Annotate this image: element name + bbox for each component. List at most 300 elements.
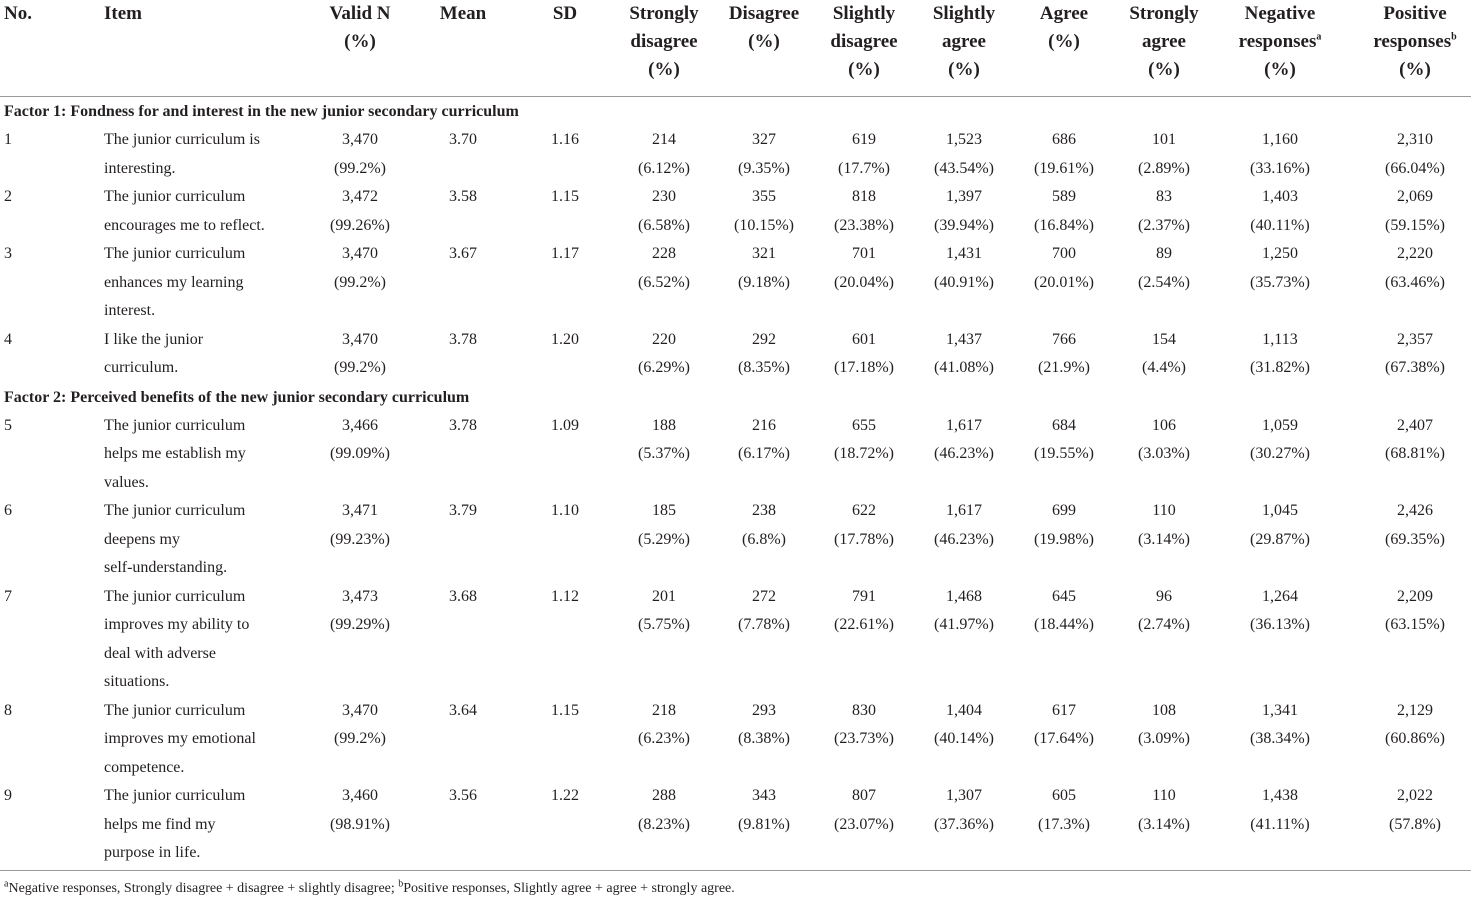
- header-sa: [1114, 0, 1214, 84]
- header-label-line: Item: [104, 3, 142, 24]
- cell-sd: [520, 240, 610, 269]
- header-mean: [418, 0, 508, 28]
- cell-disagree-line: 355: [752, 188, 776, 205]
- cell-slightly-agree-line: (39.94%): [934, 216, 994, 234]
- footnote-a-text: Negative responses, Strongly disagree + disagree + slightly disagree;: [8, 880, 399, 896]
- header-label-line: (%): [1148, 59, 1180, 80]
- cell-slightly-agree-line: (41.08%): [934, 359, 994, 376]
- cell-agree-line: (20.01%): [1034, 273, 1094, 291]
- cell-valid-n: [300, 240, 420, 297]
- cell-slightly-disagree-line: 601: [852, 330, 876, 348]
- header-label-text: responses: [1238, 31, 1317, 52]
- header-label-line: [1215, 28, 1345, 56]
- cell-slightly-disagree: [814, 583, 914, 640]
- cell-valid-n-line: 3,473: [342, 587, 378, 605]
- cell-valid-n-line: 3,460: [342, 787, 378, 804]
- cell-agree-line: (19.55%): [1034, 445, 1094, 462]
- cell-item-line: interest.: [104, 302, 156, 319]
- cell-strongly-agree: [1114, 183, 1214, 240]
- cell-item-line: The junior curriculum: [104, 587, 246, 605]
- cell-mean: [418, 326, 508, 355]
- header-d: [714, 0, 814, 56]
- cell-item: [104, 326, 284, 383]
- cell-negative-responses: [1215, 126, 1345, 183]
- cell-negative-responses: [1215, 326, 1345, 383]
- cell-agree-line: 686: [1052, 131, 1076, 148]
- cell-positive-responses-line: (69.35%): [1385, 530, 1445, 548]
- cell-slightly-agree: [914, 697, 1014, 754]
- cell-slightly-agree: [914, 497, 1014, 554]
- cell-item: [104, 412, 284, 498]
- table-row: [0, 126, 1471, 183]
- cell-no: [4, 326, 64, 355]
- header-sup: a: [1316, 31, 1322, 43]
- cell-sd: [520, 183, 610, 212]
- cell-mean-line: 3.79: [449, 502, 477, 519]
- cell-valid-n-line: (99.2%): [334, 359, 386, 376]
- header-label-line: (%): [344, 31, 376, 52]
- cell-slightly-disagree: [814, 412, 914, 469]
- cell-slightly-disagree-line: (17.18%): [834, 359, 894, 376]
- cell-slightly-agree-line: 1,468: [946, 587, 982, 605]
- cell-strongly-disagree-line: 214: [652, 131, 676, 148]
- cell-slightly-disagree: [814, 183, 914, 240]
- table-row: [0, 697, 1471, 783]
- cell-sd: [520, 697, 610, 726]
- cell-strongly-agree-line: (3.14%): [1138, 530, 1190, 548]
- cell-item-line: improves my emotional: [104, 730, 256, 747]
- cell-no-line: 6: [4, 502, 12, 519]
- cell-disagree-line: (6.8%): [742, 530, 786, 548]
- cell-slightly-disagree-line: 818: [852, 188, 876, 205]
- cell-slightly-agree-line: 1,307: [946, 787, 982, 804]
- cell-strongly-disagree-line: 185: [652, 502, 676, 519]
- header-label-line: (%): [948, 59, 980, 80]
- cell-item: [104, 697, 284, 783]
- cell-item-line: enhances my learning: [104, 273, 244, 291]
- header-sd: [520, 0, 610, 28]
- cell-positive-responses-line: 2,129: [1397, 701, 1433, 719]
- cell-mean-line: 3.70: [449, 131, 477, 148]
- cell-positive-responses-line: (59.15%): [1385, 216, 1445, 234]
- cell-disagree-line: (9.81%): [738, 815, 790, 833]
- table-row: [0, 183, 1471, 240]
- cell-strongly-agree-line: (2.89%): [1138, 159, 1190, 177]
- cell-sd-line: 1.10: [551, 502, 579, 519]
- cell-item-line: competence.: [104, 758, 185, 776]
- table-body: [0, 97, 1471, 868]
- cell-negative-responses: [1215, 412, 1345, 469]
- cell-disagree-line: 293: [752, 701, 776, 719]
- cell-item-line: values.: [104, 473, 149, 491]
- cell-mean-line: 3.68: [449, 587, 477, 605]
- cell-mean: [418, 183, 508, 212]
- footnote-b-text: Positive responses, Slightly agree + agree + strongly agree.: [403, 880, 735, 896]
- cell-no: [4, 126, 64, 155]
- header-sup: b: [1451, 31, 1457, 43]
- cell-negative-responses: [1215, 497, 1345, 554]
- cell-strongly-disagree: [614, 126, 714, 183]
- cell-item-line: The junior curriculum: [104, 701, 246, 719]
- factor-heading: Factor 1: Fondness for and interest in the new junior secondary curriculum: [4, 103, 519, 120]
- cell-strongly-disagree-line: 201: [652, 587, 676, 605]
- cell-positive-responses-line: 2,357: [1397, 330, 1433, 348]
- cell-strongly-disagree: [614, 326, 714, 383]
- cell-item-line: helps me find my: [104, 815, 216, 833]
- cell-positive-responses: [1355, 183, 1471, 240]
- cell-positive-responses-line: 2,220: [1397, 245, 1433, 262]
- cell-slightly-disagree-line: (17.7%): [838, 159, 890, 177]
- cell-positive-responses-line: 2,426: [1397, 502, 1433, 519]
- cell-strongly-disagree-line: (6.12%): [638, 159, 690, 177]
- table-row: [0, 326, 1471, 383]
- cell-valid-n-line: (99.26%): [330, 216, 390, 234]
- cell-negative-responses-line: (31.82%): [1250, 359, 1310, 376]
- cell-positive-responses-line: (57.8%): [1389, 815, 1441, 833]
- cell-no-line: 5: [4, 416, 12, 434]
- cell-disagree: [714, 697, 814, 754]
- cell-negative-responses-line: 1,341: [1262, 701, 1298, 719]
- cell-slightly-agree-line: (37.36%): [934, 815, 994, 833]
- cell-positive-responses-line: 2,022: [1397, 787, 1433, 804]
- header-label-line: Valid N: [329, 3, 391, 24]
- cell-strongly-agree: [1114, 497, 1214, 554]
- header-label-line: Slightly: [832, 3, 896, 24]
- cell-negative-responses: [1215, 183, 1345, 240]
- cell-no: [4, 412, 64, 441]
- cell-strongly-agree-line: (3.03%): [1138, 445, 1190, 462]
- cell-agree-line: 605: [1052, 787, 1076, 804]
- cell-positive-responses: [1355, 583, 1471, 640]
- cell-item-line: The junior curriculum: [104, 245, 246, 262]
- cell-item: [104, 497, 284, 583]
- cell-slightly-disagree-line: 791: [852, 587, 876, 605]
- cell-positive-responses: [1355, 126, 1471, 183]
- cell-mean-line: 3.64: [449, 701, 477, 719]
- cell-strongly-agree: [1114, 126, 1214, 183]
- cell-negative-responses-line: 1,438: [1262, 787, 1298, 804]
- cell-sd-line: 1.09: [551, 416, 579, 434]
- cell-sd-line: 1.12: [551, 587, 579, 605]
- header-label-line: disagree: [830, 31, 898, 52]
- cell-strongly-agree-line: 110: [1152, 502, 1176, 519]
- cell-sd-line: 1.15: [551, 188, 579, 205]
- cell-valid-n: [300, 326, 420, 383]
- footnote-a-marker: a: [4, 877, 9, 889]
- cell-mean-line: 3.78: [449, 416, 477, 434]
- cell-item-line: The junior curriculum: [104, 502, 246, 519]
- cell-slightly-agree-line: 1,617: [946, 502, 982, 519]
- cell-positive-responses: [1355, 412, 1471, 469]
- cell-valid-n: [300, 583, 420, 640]
- cell-negative-responses: [1215, 697, 1345, 754]
- cell-strongly-agree-line: (2.54%): [1138, 273, 1190, 291]
- cell-sd-line: 1.15: [551, 701, 579, 719]
- cell-slightly-agree-line: 1,523: [946, 131, 982, 148]
- cell-disagree: [714, 183, 814, 240]
- cell-disagree: [714, 782, 814, 839]
- cell-item-line: The junior curriculum: [104, 787, 246, 804]
- cell-item-line: helps me establish my: [104, 445, 246, 462]
- header-label-line: (%): [1048, 31, 1080, 52]
- cell-item-line: encourages me to reflect.: [104, 216, 265, 234]
- cell-slightly-disagree-line: (20.04%): [834, 273, 894, 291]
- cell-agree-line: 699: [1052, 502, 1076, 519]
- cell-slightly-disagree-line: 701: [852, 245, 876, 262]
- cell-strongly-agree-line: 106: [1152, 416, 1176, 434]
- cell-strongly-disagree: [614, 583, 714, 640]
- cell-no-line: 4: [4, 330, 12, 348]
- cell-mean: [418, 782, 508, 811]
- cell-disagree-line: 321: [752, 245, 776, 262]
- cell-strongly-disagree-line: (6.52%): [638, 273, 690, 291]
- table-footnote: [0, 871, 1471, 899]
- cell-sd: [520, 326, 610, 355]
- cell-strongly-disagree-line: 228: [652, 245, 676, 262]
- cell-mean: [418, 412, 508, 441]
- header-label-line: SD: [552, 3, 578, 24]
- cell-agree-line: (17.3%): [1038, 815, 1090, 833]
- cell-strongly-agree-line: 83: [1156, 188, 1172, 205]
- cell-strongly-agree: [1114, 240, 1214, 297]
- cell-slightly-agree-line: 1,404: [946, 701, 982, 719]
- cell-agree-line: (21.9%): [1038, 359, 1090, 376]
- cell-valid-n-line: 3,470: [342, 245, 378, 262]
- cell-strongly-agree-line: 108: [1152, 701, 1176, 719]
- cell-disagree: [714, 326, 814, 383]
- cell-mean: [418, 126, 508, 155]
- cell-valid-n-line: 3,470: [342, 330, 378, 348]
- cell-strongly-disagree-line: 188: [652, 416, 676, 434]
- cell-item-line: purpose in life.: [104, 844, 201, 861]
- cell-agree-line: 645: [1052, 587, 1076, 605]
- cell-positive-responses-line: (63.15%): [1385, 616, 1445, 633]
- cell-slightly-disagree-line: 622: [852, 502, 876, 519]
- cell-item-line: The junior curriculum is: [104, 131, 260, 148]
- cell-strongly-disagree-line: (6.29%): [638, 359, 690, 376]
- cell-agree-line: (19.98%): [1034, 530, 1094, 548]
- cell-strongly-disagree: [614, 240, 714, 297]
- cell-disagree-line: 216: [752, 416, 776, 434]
- cell-strongly-disagree-line: (5.75%): [638, 616, 690, 633]
- header-label-line: Positive: [1383, 3, 1447, 24]
- header-label-line: Strongly: [629, 3, 699, 24]
- cell-disagree: [714, 497, 814, 554]
- cell-positive-responses: [1355, 782, 1471, 839]
- cell-strongly-disagree-line: 220: [652, 330, 676, 348]
- table-row: [0, 240, 1471, 326]
- header-label-line: Agree: [1039, 3, 1089, 24]
- cell-no-line: 3: [4, 245, 12, 262]
- cell-valid-n-line: (99.09%): [330, 445, 390, 462]
- cell-strongly-disagree: [614, 782, 714, 839]
- cell-negative-responses-line: 1,113: [1262, 330, 1298, 348]
- cell-negative-responses: [1215, 583, 1345, 640]
- cell-strongly-disagree-line: 230: [652, 188, 676, 205]
- header-label-line: Mean: [439, 3, 487, 24]
- cell-valid-n-line: 3,466: [342, 416, 378, 434]
- cell-valid-n: [300, 183, 420, 240]
- cell-sd-line: 1.22: [551, 787, 579, 804]
- cell-disagree: [714, 412, 814, 469]
- cell-strongly-agree-line: (2.74%): [1138, 616, 1190, 633]
- cell-valid-n-line: 3,472: [342, 188, 378, 205]
- cell-negative-responses: [1215, 240, 1345, 297]
- cell-item: [104, 240, 284, 326]
- cell-mean: [418, 697, 508, 726]
- cell-no-line: 7: [4, 587, 12, 605]
- cell-item: [104, 782, 284, 868]
- cell-strongly-agree: [1114, 583, 1214, 640]
- cell-strongly-agree: [1114, 326, 1214, 383]
- header-suffix: (%): [1264, 59, 1296, 80]
- cell-slightly-agree-line: (46.23%): [934, 445, 994, 462]
- cell-slightly-agree-line: (43.54%): [934, 159, 994, 177]
- cell-agree: [1014, 326, 1114, 383]
- header-sla: [914, 0, 1014, 84]
- cell-disagree-line: (6.17%): [738, 445, 790, 462]
- header-valid_n: [300, 0, 420, 56]
- table-row: [0, 583, 1471, 697]
- cell-strongly-agree: [1114, 782, 1214, 839]
- cell-negative-responses-line: 1,403: [1262, 188, 1298, 205]
- cell-agree-line: (16.84%): [1034, 216, 1094, 234]
- cell-negative-responses-line: 1,160: [1262, 131, 1298, 148]
- cell-strongly-agree-line: (4.4%): [1142, 359, 1186, 376]
- cell-disagree-line: 343: [752, 787, 776, 804]
- cell-agree: [1014, 240, 1114, 297]
- cell-agree-line: (17.64%): [1034, 730, 1094, 747]
- cell-disagree-line: (7.78%): [738, 616, 790, 633]
- cell-mean-line: 3.78: [449, 330, 477, 348]
- cell-negative-responses-line: (30.27%): [1250, 445, 1310, 462]
- cell-disagree-line: (8.35%): [738, 359, 790, 376]
- cell-mean: [418, 240, 508, 269]
- header-label-line: (%): [848, 59, 880, 80]
- header-pos: [1355, 0, 1471, 84]
- cell-slightly-agree-line: 1,617: [946, 416, 982, 434]
- cell-agree: [1014, 782, 1114, 839]
- cell-negative-responses-line: (29.87%): [1250, 530, 1310, 548]
- cell-slightly-disagree-line: (18.72%): [834, 445, 894, 462]
- cell-no-line: 1: [4, 131, 12, 148]
- cell-agree-line: (18.44%): [1034, 616, 1094, 633]
- cell-mean-line: 3.58: [449, 188, 477, 205]
- cell-item: [104, 183, 284, 240]
- cell-valid-n: [300, 497, 420, 554]
- cell-disagree: [714, 583, 814, 640]
- cell-positive-responses: [1355, 697, 1471, 754]
- cell-slightly-agree: [914, 183, 1014, 240]
- header-item: [104, 0, 284, 28]
- cell-positive-responses-line: (67.38%): [1385, 359, 1445, 376]
- cell-slightly-agree-line: 1,431: [946, 245, 982, 262]
- cell-slightly-disagree: [814, 782, 914, 839]
- cell-slightly-agree-line: (41.97%): [934, 616, 994, 633]
- cell-positive-responses: [1355, 240, 1471, 297]
- cell-slightly-agree: [914, 326, 1014, 383]
- cell-slightly-disagree-line: 830: [852, 701, 876, 719]
- cell-disagree-line: 272: [752, 587, 776, 605]
- cell-slightly-agree: [914, 782, 1014, 839]
- cell-strongly-agree: [1114, 697, 1214, 754]
- table-header: [0, 0, 1471, 97]
- cell-mean: [418, 583, 508, 612]
- header-suffix: (%): [1399, 59, 1431, 80]
- cell-agree-line: 766: [1052, 330, 1076, 348]
- cell-no: [4, 240, 64, 269]
- cell-disagree-line: (8.38%): [738, 730, 790, 747]
- cell-negative-responses-line: 1,250: [1262, 245, 1298, 262]
- cell-agree: [1014, 183, 1114, 240]
- cell-sd: [520, 412, 610, 441]
- cell-strongly-disagree: [614, 497, 714, 554]
- cell-negative-responses: [1215, 782, 1345, 839]
- cell-strongly-disagree-line: 288: [652, 787, 676, 804]
- cell-valid-n-line: 3,471: [342, 502, 378, 519]
- cell-strongly-disagree: [614, 412, 714, 469]
- cell-slightly-disagree-line: 655: [852, 416, 876, 434]
- cell-item: [104, 583, 284, 697]
- cell-disagree-line: (9.18%): [738, 273, 790, 291]
- header-label-line: Disagree: [728, 3, 800, 24]
- cell-slightly-agree: [914, 412, 1014, 469]
- table-row: [0, 497, 1471, 583]
- cell-strongly-disagree-line: (5.37%): [638, 445, 690, 462]
- cell-agree-line: 700: [1052, 245, 1076, 262]
- cell-positive-responses: [1355, 497, 1471, 554]
- cell-strongly-agree-line: (3.14%): [1138, 815, 1190, 833]
- cell-strongly-disagree: [614, 697, 714, 754]
- cell-slightly-agree: [914, 126, 1014, 183]
- cell-positive-responses-line: 2,209: [1397, 587, 1433, 605]
- cell-slightly-disagree-line: 807: [852, 787, 876, 804]
- cell-disagree-line: 238: [752, 502, 776, 519]
- cell-slightly-disagree: [814, 497, 914, 554]
- cell-item-line: deal with adverse: [104, 644, 216, 662]
- cell-positive-responses-line: 2,069: [1397, 188, 1433, 205]
- header-label-line: Strongly: [1129, 3, 1199, 24]
- cell-strongly-disagree-line: 218: [652, 701, 676, 719]
- cell-item-line: curriculum.: [104, 359, 179, 376]
- header-sld: [814, 0, 914, 84]
- cell-item-line: interesting.: [104, 159, 176, 177]
- table-row: [0, 412, 1471, 498]
- cell-strongly-disagree-line: (6.23%): [638, 730, 690, 747]
- cell-item-line: I like the junior: [104, 330, 204, 348]
- cell-item-line: self-understanding.: [104, 559, 228, 576]
- cell-valid-n: [300, 126, 420, 183]
- header-neg: [1215, 0, 1345, 84]
- cell-strongly-agree: [1114, 412, 1214, 469]
- cell-valid-n: [300, 782, 420, 839]
- cell-strongly-disagree-line: (8.23%): [638, 815, 690, 833]
- cell-agree-line: 589: [1052, 188, 1076, 205]
- cell-positive-responses-line: 2,407: [1397, 416, 1433, 434]
- cell-positive-responses-line: (60.86%): [1385, 730, 1445, 747]
- cell-item: [104, 126, 284, 183]
- table-row: [0, 782, 1471, 868]
- cell-disagree: [714, 240, 814, 297]
- cell-agree: [1014, 583, 1114, 640]
- cell-item-line: The junior curriculum: [104, 416, 246, 434]
- cell-no-line: 9: [4, 787, 12, 804]
- cell-strongly-agree-line: (2.37%): [1138, 216, 1190, 234]
- cell-slightly-disagree-line: 619: [852, 131, 876, 148]
- cell-negative-responses-line: (38.34%): [1250, 730, 1310, 747]
- cell-valid-n: [300, 697, 420, 754]
- cell-strongly-disagree: [614, 183, 714, 240]
